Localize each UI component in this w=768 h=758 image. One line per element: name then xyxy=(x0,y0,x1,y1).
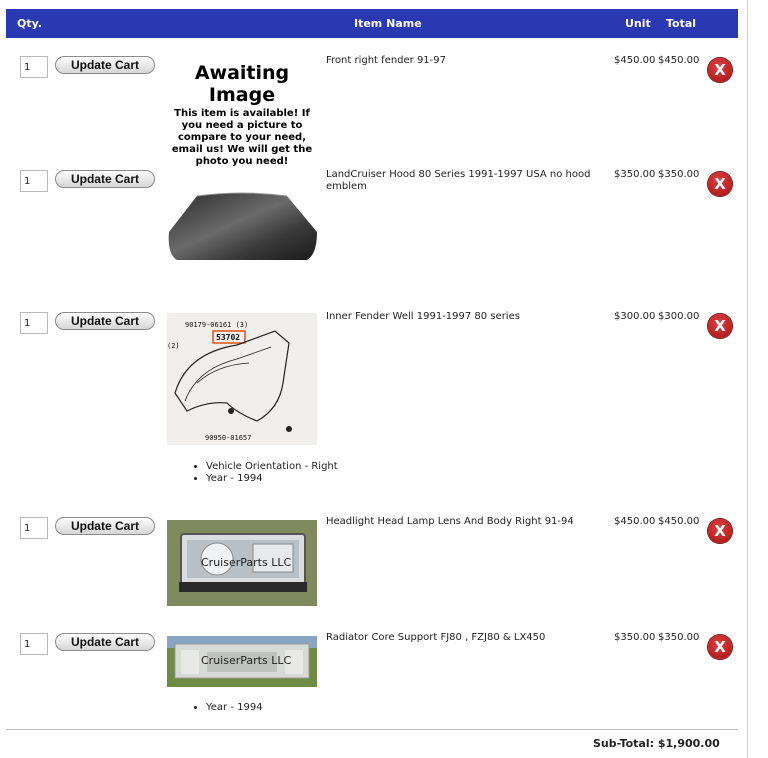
diagram-label-1: 90179-06161 (3) xyxy=(185,321,249,329)
item-name: LandCruiser Hood 80 Series 1991-1997 USA no hood emblem xyxy=(326,169,591,192)
hood-illustration xyxy=(167,188,317,268)
hood-product-image xyxy=(167,188,317,268)
awaiting-image-placeholder xyxy=(167,58,317,167)
item-name: Front right fender 91-97 xyxy=(326,55,447,66)
item-name: Headlight Head Lamp Lens And Body Right 91-94 xyxy=(326,516,574,527)
quantity-input[interactable] xyxy=(20,170,48,192)
diagram-label-3: (2) xyxy=(167,342,180,350)
update-cart-button[interactable]: Update Cart xyxy=(55,56,155,74)
quantity-input[interactable] xyxy=(20,312,48,334)
attribute-item: • Vehicle Orientation - Right xyxy=(206,461,338,473)
image-watermark: CruiserParts LLC xyxy=(201,556,292,569)
header-total: Total xyxy=(666,17,697,30)
unit-price: $350.00 xyxy=(614,632,656,643)
update-cart-button[interactable]: Update Cart xyxy=(55,170,155,188)
quantity-input[interactable] xyxy=(20,56,48,78)
remove-item-button[interactable]: X xyxy=(708,519,732,543)
item-attributes xyxy=(190,461,338,485)
remove-item-button[interactable]: X xyxy=(708,635,732,659)
total-price: $350.00 xyxy=(658,169,700,180)
unit-price: $350.00 xyxy=(614,169,656,180)
headlight-product-image xyxy=(167,520,317,606)
cart-header xyxy=(6,9,738,38)
header-qty: Qty. xyxy=(17,17,42,30)
update-cart-button[interactable]: Update Cart xyxy=(55,517,155,535)
total-price: $300.00 xyxy=(658,311,700,322)
radiator-support-product-image xyxy=(167,636,317,687)
remove-item-button[interactable]: X xyxy=(708,58,732,82)
item-attributes xyxy=(190,702,263,714)
quantity-input[interactable] xyxy=(20,633,48,655)
diagram-label-2: 53702 xyxy=(216,333,241,342)
footer-divider xyxy=(6,729,738,730)
parts-diagram-illustration xyxy=(167,313,317,445)
unit-price: $450.00 xyxy=(614,516,656,527)
total-price: $450.00 xyxy=(658,516,700,527)
total-price: $450.00 xyxy=(658,55,700,66)
page-border xyxy=(747,0,748,758)
image-watermark: CruiserParts LLC xyxy=(201,654,292,667)
item-name: Radiator Core Support FJ80 , FZJ80 & LX450 xyxy=(326,632,546,643)
header-item-name: Item Name xyxy=(354,17,422,30)
awaiting-image-text: This item is available! If you need a picture to compare to your need, email us! We will get the photo you need! xyxy=(171,108,313,167)
header-unit: Unit xyxy=(625,17,651,30)
update-cart-button[interactable]: Update Cart xyxy=(55,312,155,330)
diagram-label-4: 90950-01657 xyxy=(205,434,252,442)
update-cart-button[interactable]: Update Cart xyxy=(55,633,155,651)
attribute-item: • Year - 1994 xyxy=(206,702,263,714)
item-name: Inner Fender Well 1991-1997 80 series xyxy=(326,311,520,322)
awaiting-image-title: Awaiting Image xyxy=(194,62,290,106)
unit-price: $300.00 xyxy=(614,311,656,322)
attribute-item: • Year - 1994 xyxy=(206,473,338,485)
remove-item-button[interactable]: X xyxy=(708,314,732,338)
cart-subtotal: Sub-Total: $1,900.00 xyxy=(593,737,720,750)
quantity-input[interactable] xyxy=(20,517,48,539)
total-price: $350.00 xyxy=(658,632,700,643)
fender-diagram-image xyxy=(167,313,317,445)
unit-price: $450.00 xyxy=(614,55,656,66)
remove-item-button[interactable]: X xyxy=(708,172,732,196)
